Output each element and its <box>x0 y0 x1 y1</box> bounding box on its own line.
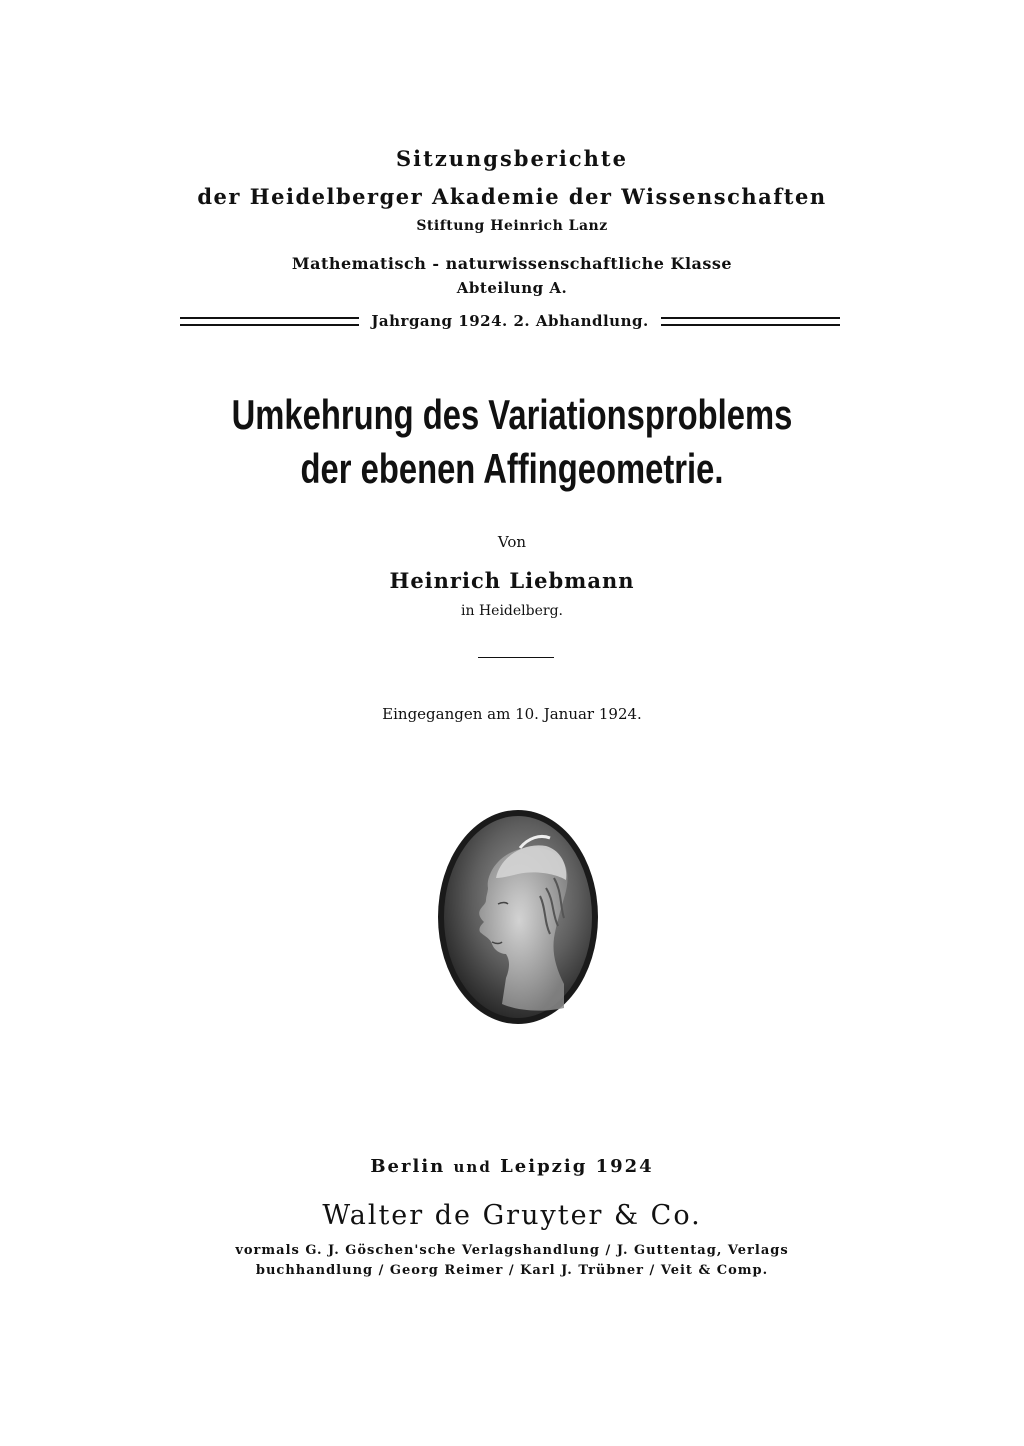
athena-medallion-image <box>436 808 600 1026</box>
left-double-rule <box>180 317 359 326</box>
class-name: Mathematisch - naturwissenschaftliche Klasse <box>291 254 733 273</box>
division-name: Abteilung A. <box>456 279 568 297</box>
publisher-history <box>0 1241 1024 1281</box>
series-title: Sitzungsberichte <box>395 146 628 171</box>
foundation-name: Stiftung Heinrich Lanz <box>416 218 608 234</box>
volume-line: Jahrgang 1924. 2. Abhandlung. <box>371 312 649 330</box>
city-leipzig-year: Leipzig 1924 <box>500 1156 654 1177</box>
byline-von: Von <box>497 533 527 551</box>
main-title-line-1: Umkehrung des Variationsproblems <box>231 391 793 438</box>
publisher-history-line-2: buchhandlung / Georg Reimer / Karl J. Trübner / Veit & Comp. <box>255 1263 769 1278</box>
publisher-name: Walter de Gruyter & Co. <box>322 1200 702 1231</box>
volume-row <box>180 310 840 332</box>
main-title-line-2: der ebenen Affingeometrie. <box>300 445 724 492</box>
publisher-history-line-1: vormals G. J. Göschen'sche Verlagshandlung / J. Guttentag, Verlags <box>235 1243 789 1258</box>
author-name: Heinrich Liebmann <box>389 568 635 593</box>
publication-place-year <box>0 1156 1024 1177</box>
medallion-icon <box>436 808 600 1026</box>
separator-rule <box>478 657 554 658</box>
city-und: und <box>453 1158 492 1176</box>
city-berlin: Berlin <box>370 1156 446 1177</box>
received-date: Eingegangen am 10. Januar 1924. <box>382 705 642 723</box>
right-double-rule <box>661 317 840 326</box>
academy-name: der Heidelberger Akademie der Wissenschaften <box>197 184 827 209</box>
author-location: in Heidelberg. <box>461 603 563 619</box>
main-title <box>113 388 912 496</box>
